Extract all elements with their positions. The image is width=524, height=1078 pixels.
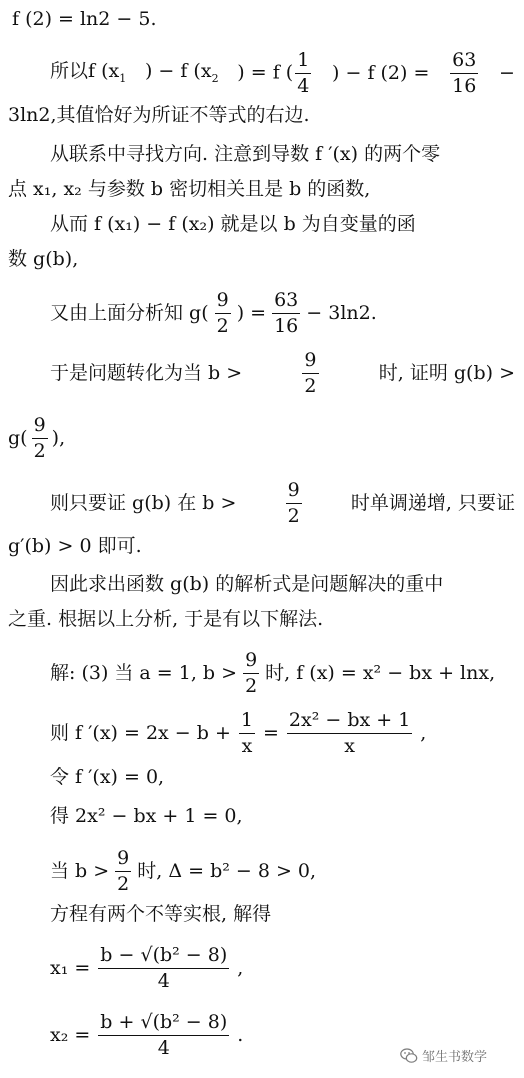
line-22-part-a: x₂ =	[50, 1023, 91, 1046]
fraction-9-2-a: $\frac{9}{2}$	[216, 289, 229, 337]
text-line-5	[8, 180, 370, 199]
line-7-text: 数 g(b),	[8, 248, 79, 270]
line-15-part-a: 解: (3) 当 a = 1, b >	[50, 661, 238, 684]
text-line-7	[8, 250, 78, 269]
fraction-1-4: $\frac{1}{4}$	[297, 49, 310, 97]
text-line-22	[50, 1012, 243, 1059]
line-22-part-b: .	[237, 1023, 244, 1046]
fraction-9-2-f: $\frac{9}{2}$	[117, 847, 130, 895]
text-line-14	[8, 610, 323, 629]
fraction-root-1: $\frac{\text{b − √(b² − 8)}}{4}$	[100, 944, 228, 992]
line-2-part-c: ) − f ($x_2$	[144, 60, 219, 86]
line-2-part-g: −	[499, 61, 515, 84]
line-8-part-a: 又由上面分析知 g(	[50, 301, 209, 324]
fraction-9-2-b: $\frac{9}{2}$	[304, 349, 317, 397]
text-line-17	[50, 768, 164, 787]
fraction-1-x: $\frac{1}{x}$	[240, 709, 253, 757]
text-line-15	[50, 650, 495, 697]
text-line-4	[50, 145, 440, 164]
text-line-6	[50, 215, 416, 234]
fraction-root-2: $\frac{\text{b + √(b² − 8)}}{4}$	[100, 1011, 228, 1059]
text-line-8	[50, 290, 377, 337]
text-line-19	[50, 848, 316, 895]
fraction-63-16: $\frac{63}{16}$	[452, 49, 477, 97]
line-13-text: 因此求出函数 g(b) 的解析式是问题解决的重中	[50, 573, 444, 595]
text-line-13	[50, 575, 443, 594]
line-21-part-b: ,	[237, 956, 244, 979]
text-line-10	[8, 415, 65, 462]
line-6-text: 从而 f (x₁) − f (x₂) 就是以 b 为自变量的函	[50, 213, 416, 235]
line-19-part-b: 时, Δ = b² − 8 > 0,	[137, 859, 317, 882]
line-19-part-a: 当 b >	[50, 859, 110, 882]
line-20-text: 方程有两个不等实根, 解得	[50, 903, 272, 925]
line-5-text: 点 x₁, x₂ 与参数 b 密切相关且是 b 的函数,	[8, 178, 371, 200]
text-line-16	[50, 710, 426, 757]
watermark-text: 邹生书数学	[422, 1050, 488, 1065]
line-11-part-a: 则只要证 g(b) 在 b >	[50, 491, 237, 514]
line-8-part-c: − 3ln2.	[306, 301, 377, 324]
wechat-icon	[400, 1048, 418, 1064]
text-line-21	[50, 945, 243, 992]
fraction-63-16-b: $\frac{63}{16}$	[274, 289, 299, 337]
line-2-part-a: 所以f ($x_1$	[50, 60, 127, 86]
line-10-part-b: ),	[51, 426, 66, 449]
line-14-text: 之重. 根据以上分析, 于是有以下解法.	[8, 608, 324, 630]
line-15-part-b: 时, f (x) = x² − bx + lnx,	[265, 661, 496, 684]
text-line-3	[8, 106, 310, 125]
text-line-18	[50, 807, 243, 826]
line-2-part-e: ) = f ( $\frac{1}{4}$	[237, 49, 310, 97]
text-line-20	[50, 905, 271, 924]
line-16-part-b: =	[262, 721, 279, 744]
line-10-part-a: g(	[8, 426, 28, 449]
line-3-text: 3ln2,其值恰好为所证不等式的右边.	[8, 104, 310, 126]
line-8-part-b: ) =	[236, 301, 267, 324]
text-line-11	[50, 480, 515, 527]
line-11-part-b: 时单调递增, 只要证	[350, 491, 515, 514]
line-17-text: 令 f ′(x) = 0,	[50, 766, 165, 788]
watermark	[400, 1046, 487, 1065]
text-line-9	[50, 350, 515, 397]
line-12-text: g′(b) > 0 即可.	[8, 535, 142, 557]
line-1-text: f (2) = ln2 − 5.	[12, 8, 157, 30]
fraction-9-2-e: $\frac{9}{2}$	[245, 649, 258, 697]
line-16-part-c: ,	[420, 721, 427, 744]
fraction-9-2-d: $\frac{9}{2}$	[287, 479, 300, 527]
fraction-9-2-c: $\frac{9}{2}$	[33, 414, 46, 462]
line-16-part-a: 则 f ′(x) = 2x − b +	[50, 721, 231, 744]
line-2-part-f: ) − f (2) =	[332, 61, 430, 84]
text-line-1	[12, 10, 157, 29]
text-line-2	[50, 50, 515, 97]
line-18-text: 得 2x² − bx + 1 = 0,	[50, 805, 243, 827]
fraction-quadratic: $\frac{\text{2x² − bx + 1}}{x}$	[288, 709, 411, 757]
text-line-12	[8, 537, 142, 556]
line-4-text: 从联系中寻找方向. 注意到导数 f ′(x) 的两个零	[50, 143, 441, 165]
line-9-part-a: 于是问题转化为当 b >	[50, 361, 243, 384]
line-9-part-b: 时, 证明 g(b) >	[378, 361, 515, 384]
line-21-part-a: x₁ =	[50, 956, 91, 979]
